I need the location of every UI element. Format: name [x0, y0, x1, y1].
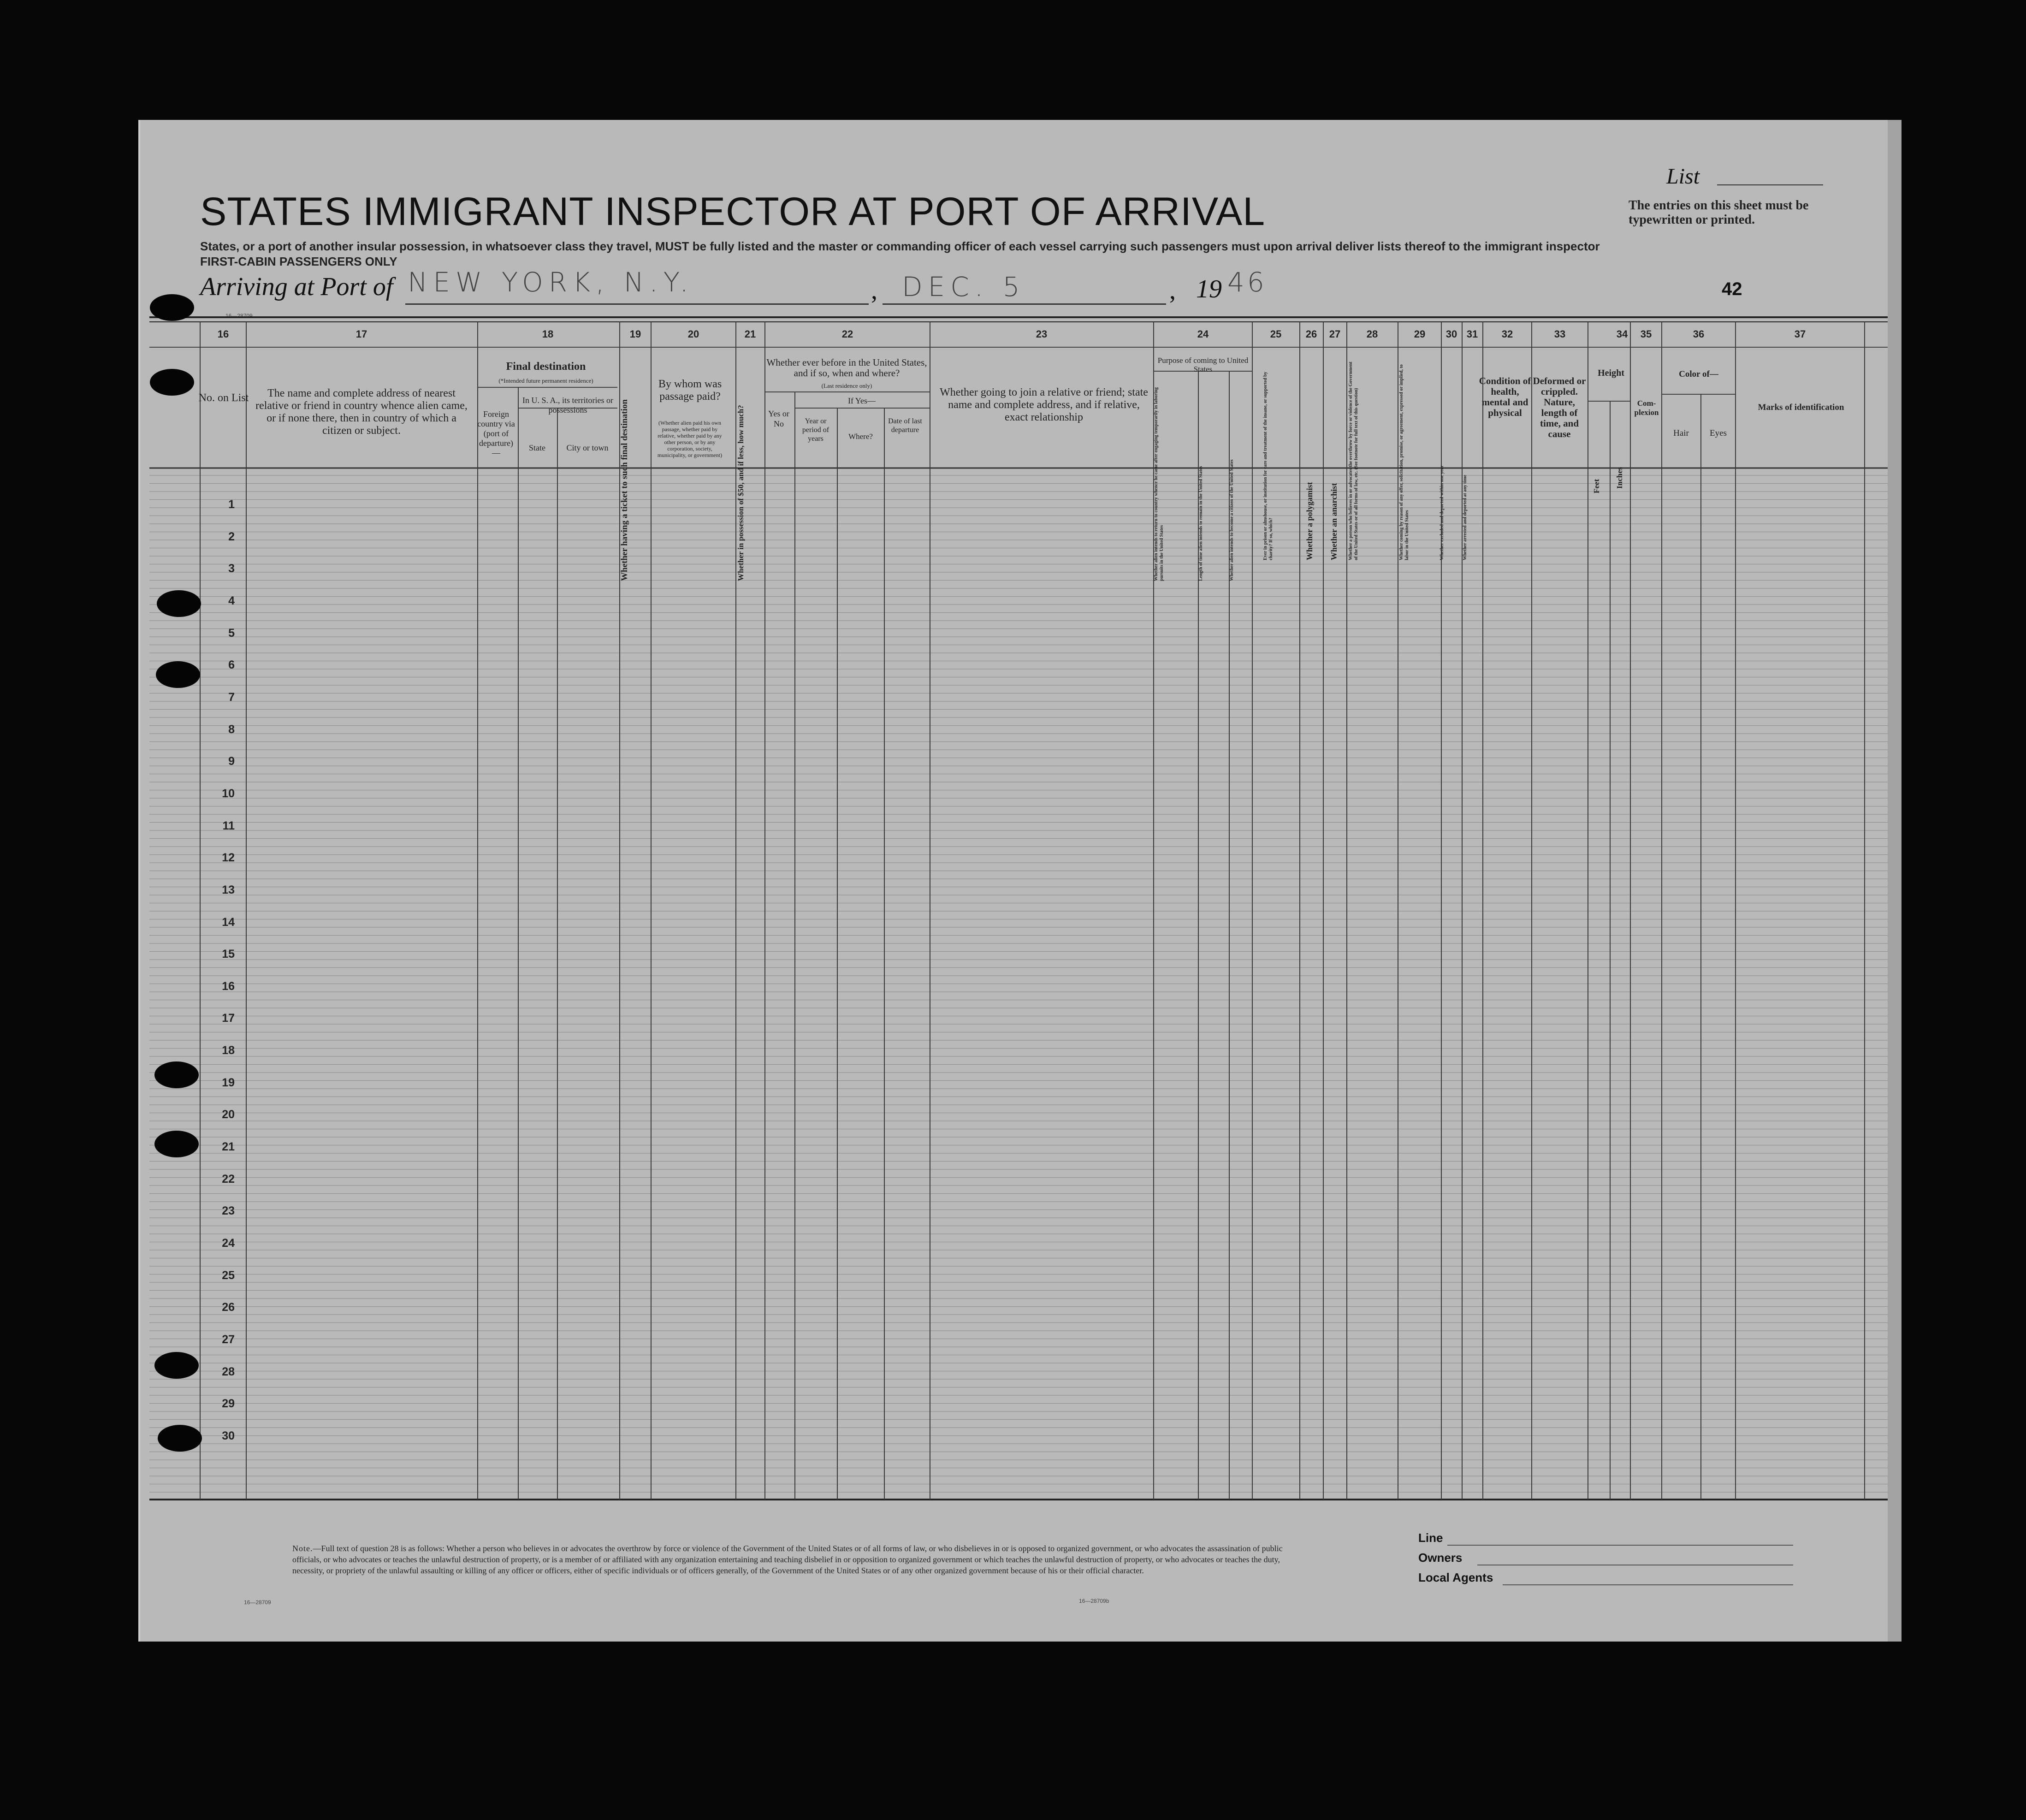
header-hair: Hair	[1673, 428, 1689, 438]
column-number-27: 27	[1329, 328, 1341, 340]
owners-label: Owners	[1418, 1551, 1463, 1565]
column-number-17: 17	[355, 328, 367, 340]
column-number-18: 18	[542, 328, 554, 340]
column-number-32: 32	[1501, 328, 1513, 340]
punch-hole	[157, 590, 201, 617]
page-number: 42	[1722, 279, 1742, 299]
header-feet: Feet	[1592, 479, 1601, 493]
row-number-7: 7	[228, 690, 235, 704]
footnote-text: —Full text of question 28 is as follows: Whether a person who believes in or advocates the overthrow by force or violence of the Government of the United States or of all forms of law, or who disbelieves in or is opposed to organized government, or who advocates the assassination of public officials, or who advocates or teaches the unlawful destruction of property, or is a member of or affiliated with any organization entertaining and teaching disbelief in or opposition to organized government or which teaches the unlawful destruction of property, or who advocates or teaches the duty, necessity, or propriety of the unlawful assaulting or killing of any officer or officers, either of specific individuals or of officers generally, of the Government of the United States or of any other organized government because of his or their official character.	[292, 1544, 1283, 1575]
header-polygamist: Whether a polygamist	[1305, 482, 1314, 560]
header-overthrow: Whether a person who believes in or advocates the overthrow by force or violence of the Government of the United States or of all forms of law, etc. (See footnote for full text of this question)	[1348, 362, 1359, 560]
header-arrested: Whether arrested and deported at any time	[1463, 474, 1468, 560]
header-year-period: Year or period of years	[802, 417, 829, 443]
header-prison: Ever in prison or almshouse, or institution for care and treatment of the insane, or supported by charity? If so, which?	[1263, 372, 1274, 560]
header-if-yes: If Yes—	[847, 396, 876, 405]
header-no-on-list: No. on List	[198, 392, 249, 404]
header-state: State	[529, 443, 545, 452]
column-number-20: 20	[687, 328, 699, 340]
header-date-departure: Date of last departure	[888, 417, 922, 434]
row-number-28: 28	[222, 1365, 235, 1378]
punch-hole	[150, 369, 194, 396]
header-ticket: Whether having a ticket to such final destination	[620, 399, 629, 581]
header-ever-before: Whether ever before in the United States, and if so, when and where?	[766, 357, 927, 379]
agents-signature-line	[1503, 1584, 1793, 1585]
header-deformed: Deformed or crippled. Nature, length of time, and cause	[1533, 375, 1586, 439]
row-number-24: 24	[222, 1237, 235, 1250]
column-number-16: 16	[217, 328, 229, 340]
header-excluded: Whether excluded and deported within one year	[1440, 465, 1445, 560]
column-number-31: 31	[1466, 328, 1478, 340]
instruction-line-1: States, or a port of another insular possession, in whatsoever class they travel, MUST be fully listed and the master or commanding officer of each vessel carrying such passengers must upon arrival deliver lists thereof to the immigrant inspector	[200, 239, 1600, 253]
line-label: Line	[1418, 1531, 1443, 1545]
comma-separator: ,	[871, 276, 877, 305]
footnote-code: 16—28709b	[1079, 1598, 1109, 1604]
column-number-36: 36	[1693, 328, 1705, 340]
header-anarchist: Whether an anarchist	[1329, 483, 1339, 560]
column-number-33: 33	[1554, 328, 1566, 340]
column-number-25: 25	[1270, 328, 1282, 340]
punch-hole	[158, 1425, 202, 1452]
punch-hole	[154, 1352, 199, 1379]
header-city: City or town	[566, 443, 609, 452]
corner-note: The entries on this sheet must be typewritten or printed.	[1629, 198, 1809, 227]
row-number-13: 13	[222, 883, 235, 896]
column-number-23: 23	[1036, 328, 1048, 340]
date-handwritten: DEC. 5	[902, 271, 1025, 302]
row-number-8: 8	[228, 723, 235, 736]
arriving-label: Arriving at Port of	[200, 273, 393, 301]
row-number-9: 9	[228, 755, 235, 768]
row-number-12: 12	[222, 851, 235, 865]
instruction-line-2: FIRST-CABIN PASSENGERS ONLY	[200, 255, 397, 268]
punch-hole	[156, 661, 200, 688]
list-label: List	[1666, 164, 1700, 189]
column-number-35: 35	[1640, 328, 1652, 340]
header-eyes: Eyes	[1710, 428, 1727, 438]
column-number-26: 26	[1305, 328, 1317, 340]
header-condition: Condition of health, mental and physical	[1479, 375, 1531, 418]
row-number-26: 26	[222, 1301, 235, 1314]
row-number-25: 25	[222, 1269, 235, 1282]
header-complexion: Com-plexion	[1634, 399, 1659, 417]
row-number-18: 18	[222, 1044, 235, 1057]
header-in-usa: In U. S. A., its territories or possessions	[522, 396, 613, 415]
year-printed: 19	[1196, 275, 1222, 303]
column-number-29: 29	[1414, 328, 1426, 340]
header-height: Height	[1598, 368, 1624, 378]
header-yes-no: Yes or No	[768, 409, 789, 428]
column-number-28: 28	[1366, 328, 1378, 340]
header-ever-before-sub: (Last residence only)	[821, 382, 872, 389]
form-code-bottom: 16—28709	[244, 1599, 271, 1606]
form-grid	[140, 120, 1902, 1642]
header-final-destination-sub: (*Intended future permanent residence)	[498, 377, 593, 384]
header-color-of: Color of—	[1679, 369, 1718, 379]
row-number-29: 29	[222, 1397, 235, 1411]
row-number-14: 14	[222, 915, 235, 929]
footnote-lead: Note.	[292, 1544, 313, 1553]
row-number-5: 5	[228, 626, 235, 640]
row-number-20: 20	[222, 1108, 235, 1121]
header-where: Where?	[848, 432, 873, 441]
column-number-19: 19	[629, 328, 641, 340]
column-number-37: 37	[1794, 328, 1806, 340]
local-agents-label: Local Agents	[1418, 1571, 1493, 1584]
row-number-4: 4	[228, 594, 235, 607]
row-number-16: 16	[222, 979, 235, 993]
year-handwritten: 46	[1227, 267, 1267, 298]
row-number-6: 6	[228, 658, 235, 672]
header-final-destination: Final destination	[506, 361, 586, 373]
header-purpose-citizen: Whether alien intends to become a citizen of the United States	[1229, 459, 1234, 581]
row-number-22: 22	[222, 1172, 235, 1186]
column-number-34: 34	[1616, 328, 1628, 340]
punch-hole	[154, 1131, 199, 1157]
header-marks: Marks of identification	[1758, 403, 1844, 412]
row-number-23: 23	[222, 1204, 235, 1218]
footnote	[292, 1543, 1293, 1576]
column-number-30: 30	[1445, 328, 1457, 340]
column-number-24: 24	[1197, 328, 1209, 340]
punch-hole	[154, 1061, 199, 1088]
page-title: STATES IMMIGRANT INSPECTOR AT PORT OF ARRIVAL	[200, 190, 1266, 234]
header-inches: Inches	[1615, 467, 1624, 489]
row-number-21: 21	[222, 1140, 235, 1154]
header-purpose-length: Length of time alien intends to remain in the United States	[1198, 466, 1203, 581]
header-passage-paid-sub: (Whether alien paid his own passage, whether paid by relative, whether paid by any other person, or by any corporation, society, municipality, or government)	[657, 420, 723, 458]
header-purpose-return: Whether alien intends to return to country whence he came after engaging temporarily in laboring pursuits in the United States	[1154, 387, 1164, 581]
punch-hole	[150, 294, 194, 321]
port-handwritten: NEW YORK, N.Y.	[408, 267, 694, 298]
column-number-22: 22	[841, 328, 853, 340]
header-possession-50: Whether in possession of $50, and if less, how much?	[736, 405, 745, 581]
row-number-3: 3	[228, 562, 235, 575]
row-number-15: 15	[222, 948, 235, 961]
header-purpose: Purpose of coming to United States	[1157, 356, 1249, 373]
row-number-19: 19	[222, 1076, 235, 1089]
header-join-relative: Whether going to join a relative or friend; state name and complete address, and if relative, exact relationship	[940, 386, 1148, 423]
row-number-11: 11	[222, 819, 235, 832]
row-number-10: 10	[222, 787, 235, 800]
header-offer-labor: Whether coming by reason of any offer, solicitation, promise, or agreement, expressed or implied, to labor in the United States	[1399, 364, 1410, 560]
line-signature-line	[1447, 1545, 1793, 1546]
column-number-21: 21	[744, 328, 756, 340]
row-number-2: 2	[228, 530, 235, 543]
row-number-27: 27	[222, 1333, 235, 1346]
row-number-1: 1	[228, 498, 235, 511]
row-number-30: 30	[222, 1429, 235, 1442]
row-number-17: 17	[222, 1012, 235, 1025]
comma-separator: ,	[1169, 276, 1176, 305]
header-foreign-country: Foreign country via (port of departure)—	[477, 409, 515, 457]
header-nearest-relative: The name and complete address of nearest relative or friend in country whence alien came, or if none there, then in country of which a citizen or subject.	[255, 387, 468, 437]
form-code-top: 16—28709	[225, 313, 253, 319]
manifest-sheet	[138, 120, 1902, 1642]
header-passage-paid: By whom was passage paid?	[658, 378, 722, 403]
